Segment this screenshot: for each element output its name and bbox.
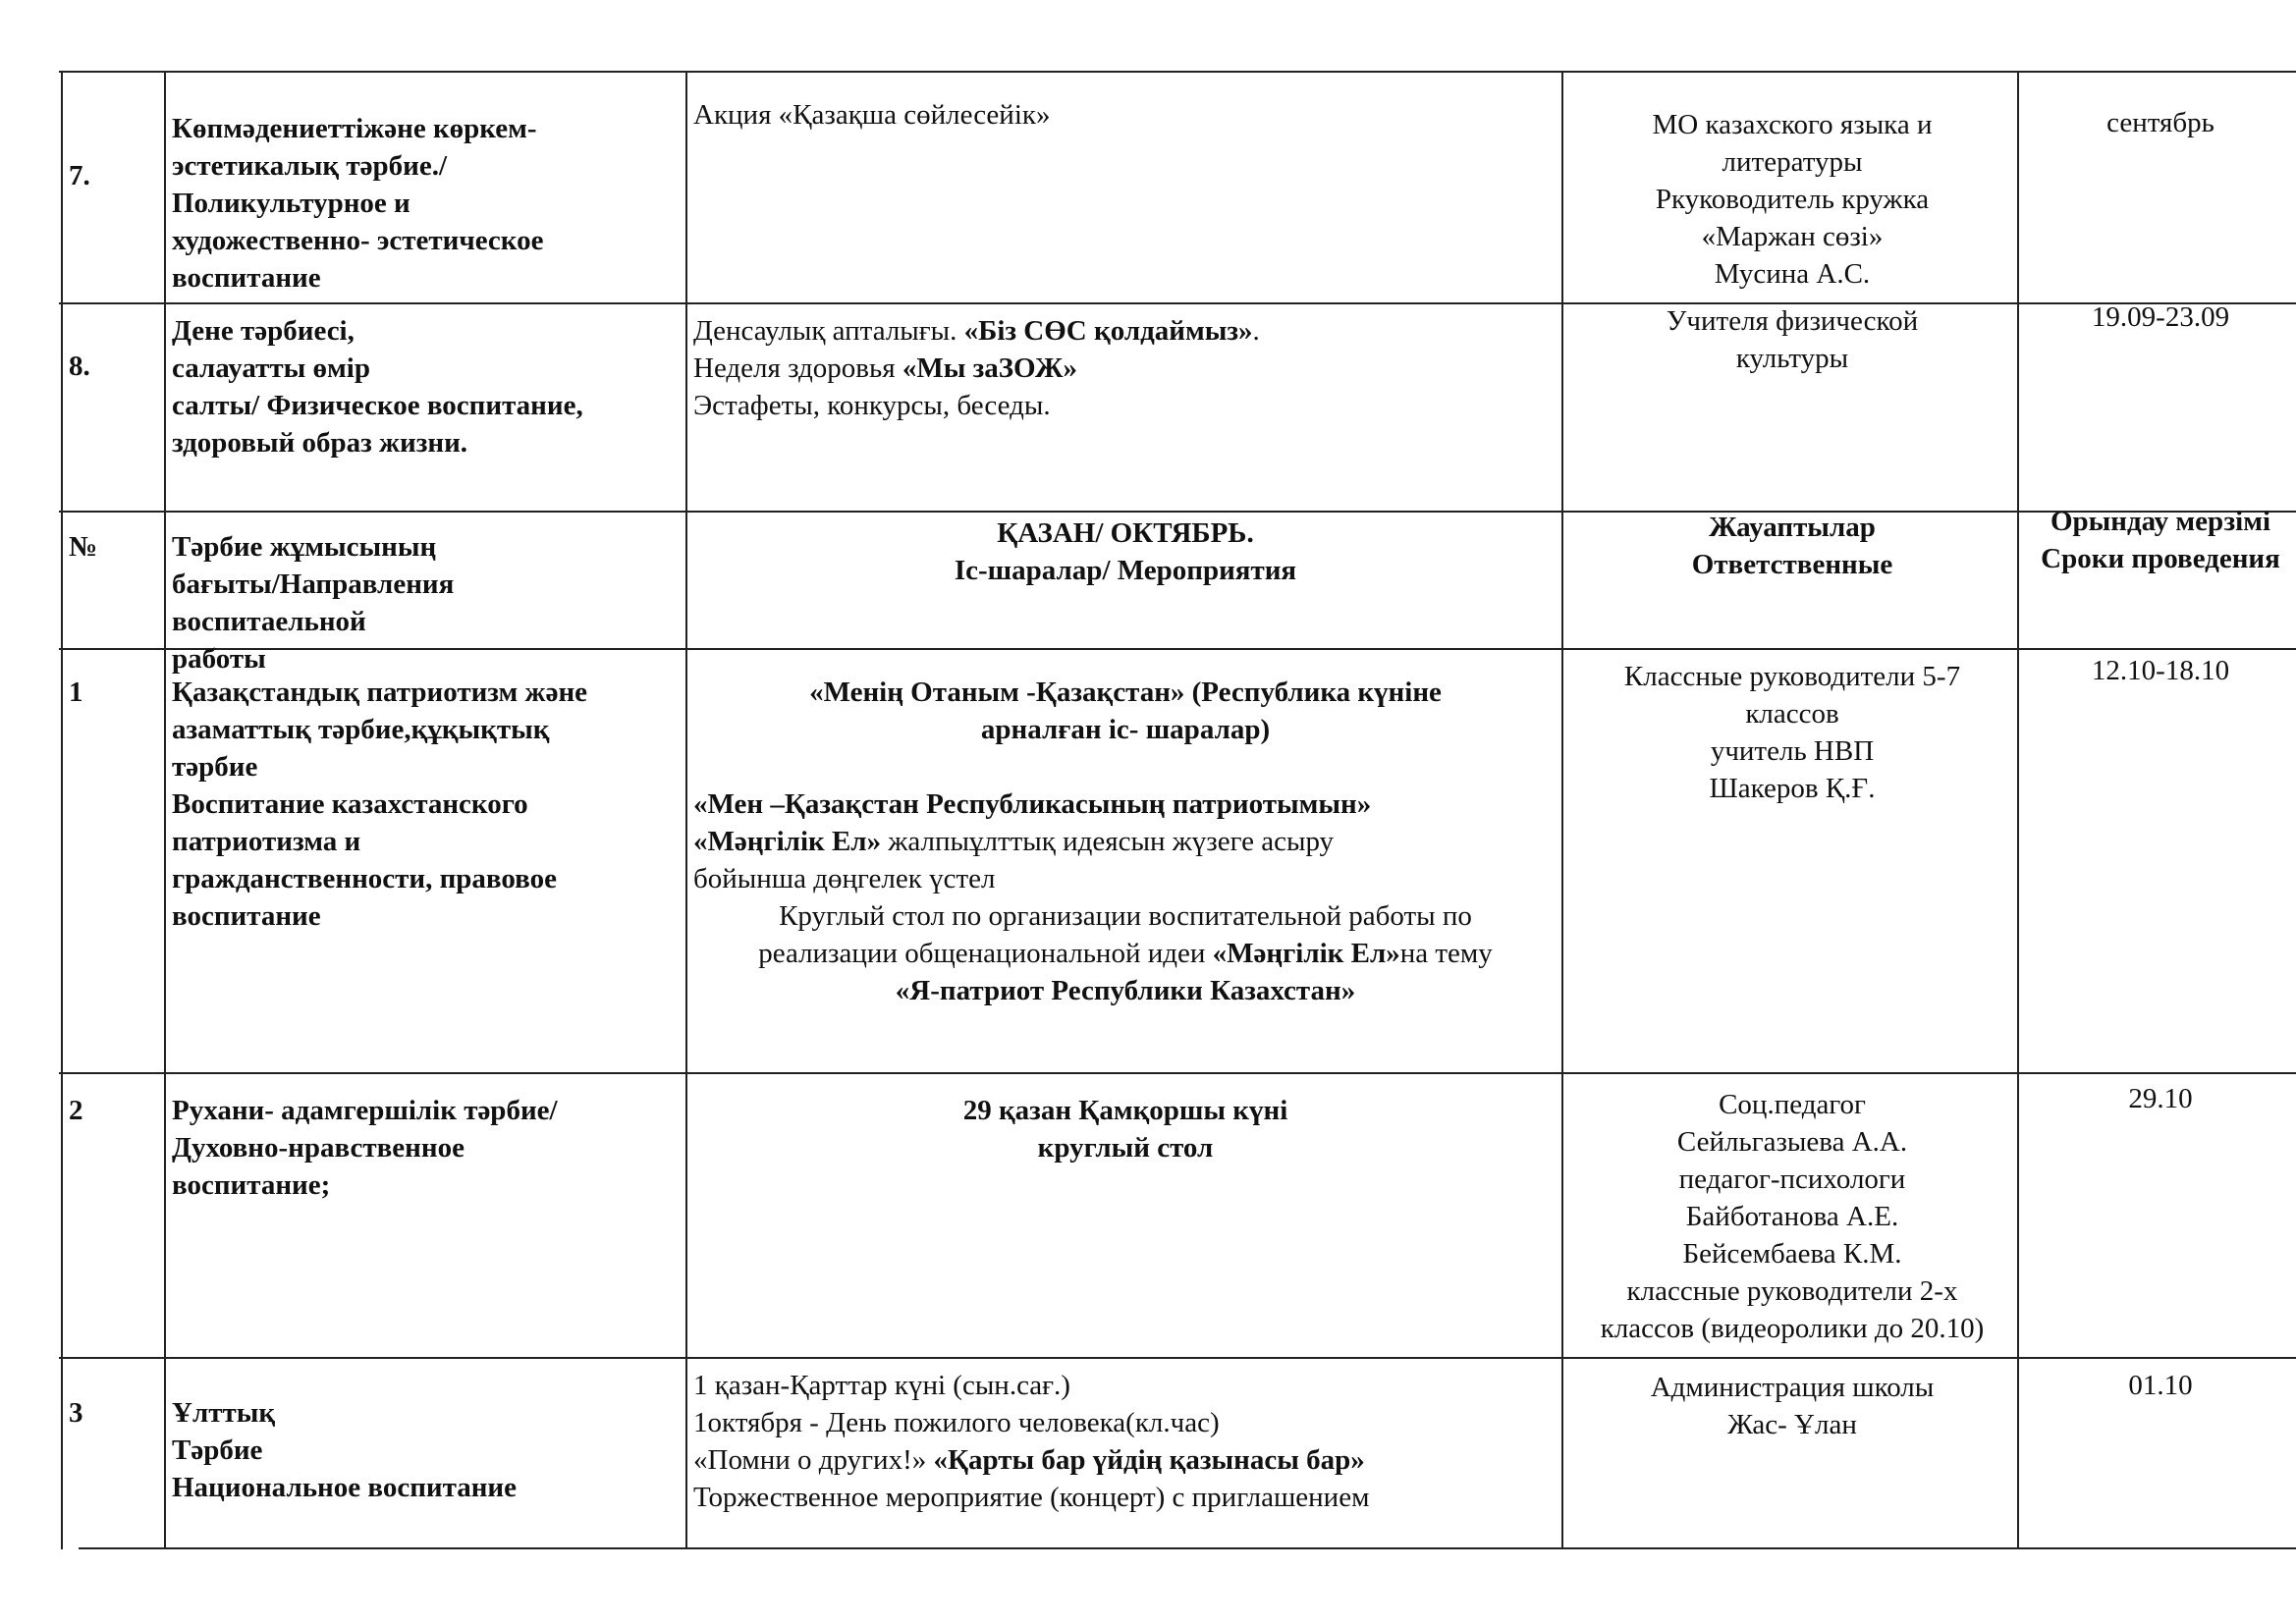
responsible-line: классные руководители 2-х xyxy=(1626,1275,1958,1307)
responsible-line: Сейльгазыева А.А. xyxy=(1676,1126,1908,1158)
direction-line: гражданственности, правовое xyxy=(172,863,558,894)
responsible-cell xyxy=(1569,106,2015,293)
responsible-cell xyxy=(1569,658,2015,807)
direction-line: эстетикалық тәрбие./ xyxy=(172,150,448,182)
responsible-line: литературы xyxy=(1722,146,1863,178)
activity-text: Неделя здоровья xyxy=(693,352,902,384)
row-number: 8. xyxy=(69,351,90,382)
responsible-line: педагог-психологи xyxy=(1678,1164,1906,1195)
activity-title: «Менің Отаным -Қазақстан» (Республика күніне xyxy=(809,677,1442,708)
header-line: работы xyxy=(172,643,266,675)
direction-line: воспитание; xyxy=(172,1169,331,1201)
activity-cell xyxy=(693,96,1558,134)
direction-line: Тәрбие xyxy=(172,1435,263,1466)
activity-cell xyxy=(693,312,1558,424)
row-number: 3 xyxy=(69,1397,83,1429)
responsible-line: классов xyxy=(1745,698,1839,730)
direction-cell xyxy=(172,312,683,461)
header-line: воспитаельной xyxy=(172,606,366,637)
activity-text: 1октября - День пожилого человека(кл.час) xyxy=(693,1407,1220,1438)
direction-line: Воспитание казахстанского xyxy=(172,788,528,820)
header-number: № xyxy=(69,531,98,563)
direction-line: художественно- эстетическое xyxy=(172,225,544,256)
header-line: Іс-шаралар/ Мероприятия xyxy=(954,555,1297,586)
activity-title: круглый стол xyxy=(1037,1132,1214,1164)
activity-text-bold: «Мен –Қазақстан Республикасының патриотымын» xyxy=(693,788,1372,820)
table-border xyxy=(2017,71,2019,1549)
direction-line: воспитание xyxy=(172,900,321,932)
table-border xyxy=(61,71,63,1549)
table-border xyxy=(59,1357,2296,1359)
activity-text: бойынша дөңгелек үстел xyxy=(693,863,996,894)
table-border xyxy=(59,71,2296,73)
direction-line: воспитание xyxy=(172,262,321,294)
row-number: 2 xyxy=(69,1095,83,1126)
responsible-cell xyxy=(1569,1369,2015,1443)
date-cell: 29.10 xyxy=(2128,1083,2193,1114)
row-number: 7. xyxy=(69,160,90,191)
header-direction xyxy=(172,528,683,677)
header-line: Жауаптылар xyxy=(1709,512,1876,543)
table-border xyxy=(79,1547,2296,1549)
responsible-line: Соц.педагог xyxy=(1719,1089,1866,1120)
activity-text: жалпыұлттық идеясын жүзеге асыру xyxy=(881,826,1335,857)
direction-line: Қазақстандық патриотизм және xyxy=(172,677,588,708)
responsible-cell xyxy=(1569,1086,2015,1347)
activity-text: Торжественное мероприятие (концерт) с приглашением xyxy=(693,1482,1370,1513)
direction-line: Рухани- адамгершілік тәрбие/ xyxy=(172,1095,558,1126)
responsible-line: Бейсембаева К.М. xyxy=(1682,1238,1902,1270)
activity-text-bold: «Мәңгілік Ел» xyxy=(693,826,882,857)
header-date xyxy=(2025,503,2296,577)
activity-text: «Помни о других!» xyxy=(693,1444,934,1476)
direction-line: салауатты өмір xyxy=(172,352,370,384)
date-cell: 12.10-18.10 xyxy=(2091,655,2230,686)
activity-text: Эстафеты, конкурсы, беседы. xyxy=(693,390,1051,421)
responsible-line: Жас- Ұлан xyxy=(1727,1409,1857,1440)
direction-line: Духовно-нравственное xyxy=(172,1132,465,1164)
responsible-line: Классные руководители 5-7 xyxy=(1623,661,1961,692)
direction-line: Дене тәрбиесі, xyxy=(172,315,355,347)
activity-text-bold: «Мы заЗОЖ» xyxy=(902,352,1078,384)
header-line: бағыты/Направления xyxy=(172,568,455,600)
direction-cell xyxy=(172,674,683,935)
direction-line: здоровый образ жизни. xyxy=(172,427,468,459)
header-line: Сроки проведения xyxy=(2041,543,2280,574)
direction-line: патриотизма и xyxy=(172,826,361,857)
header-line: Тәрбие жұмысының xyxy=(172,531,437,563)
activity-text: 1 қазан-Қарттар күні (сын.сағ.) xyxy=(693,1370,1070,1401)
direction-cell xyxy=(172,1394,683,1506)
activity-text: на тему xyxy=(1399,938,1493,969)
direction-line: салты/ Физическое воспитание, xyxy=(172,390,583,421)
responsible-line: культуры xyxy=(1735,343,1849,374)
table-border xyxy=(164,71,166,1549)
activity-cell xyxy=(693,1367,1558,1516)
table-border xyxy=(685,71,687,1549)
row-number: 1 xyxy=(69,677,83,708)
activity-text-bold: «Біз СӨС қолдаймыз» xyxy=(963,315,1253,347)
responsible-line: Шакеров Қ.Ғ. xyxy=(1709,773,1876,804)
responsible-line: Администрация школы xyxy=(1650,1372,1935,1403)
header-line: ҚАЗАН/ ОКТЯБРЬ. xyxy=(997,517,1254,549)
responsible-line: Мусина А.С. xyxy=(1714,258,1871,290)
activity-title: 29 қазан Қамқоршы күні xyxy=(962,1095,1288,1126)
responsible-line: учитель НВП xyxy=(1710,735,1875,767)
header-line: Ответственные xyxy=(1691,549,1893,580)
direction-line: Көпмәдениеттіжәне көркем- xyxy=(172,113,537,144)
direction-cell xyxy=(172,1092,683,1204)
activity-text-bold: «Я-патриот Республики Казахстан» xyxy=(895,975,1356,1006)
date-cell: 01.10 xyxy=(2128,1370,2193,1401)
date-cell: сентябрь xyxy=(2106,107,2214,138)
activity-text: Денсаулық апталығы. xyxy=(693,315,964,347)
direction-line: азаматтық тәрбие,құқықтық xyxy=(172,714,550,745)
direction-line: Ұлттық xyxy=(172,1397,276,1429)
direction-line: Поликультурное и xyxy=(172,188,410,219)
date-cell: 19.09-23.09 xyxy=(2091,301,2230,333)
responsible-line: «Маржан сөзі» xyxy=(1701,221,1884,252)
table-border xyxy=(59,1072,2296,1074)
responsible-line: классов (видеоролики до 20.10) xyxy=(1600,1313,1985,1344)
table-border xyxy=(1561,71,1563,1549)
activity-text-bold: «Қарты бар үйдің қазынасы бар» xyxy=(933,1444,1365,1476)
header-responsible xyxy=(1569,509,2015,583)
activity-text: реализации общенациональной идеи xyxy=(758,938,1213,969)
responsible-cell xyxy=(1569,302,2015,377)
activity-text: . xyxy=(1252,315,1260,347)
direction-cell xyxy=(172,110,683,297)
activity-text: Круглый стол по организации воспитательной работы по xyxy=(779,900,1472,932)
header-activity xyxy=(693,514,1558,589)
responsible-line: Учителя физической xyxy=(1666,305,1919,337)
direction-line: Национальное воспитание xyxy=(172,1472,518,1503)
responsible-line: Ркуководитель кружка xyxy=(1655,184,1930,215)
header-line: Орындау мерзімі xyxy=(2050,506,2271,537)
responsible-line: Байботанова А.Е. xyxy=(1685,1201,1899,1232)
responsible-line: МО казахского языка и xyxy=(1652,109,1933,140)
activity-text-bold: «Мәңгілік Ел» xyxy=(1212,938,1400,969)
direction-line: тәрбие xyxy=(172,751,258,783)
activity-cell xyxy=(693,1092,1558,1166)
activity-title: арналған іс- шаралар) xyxy=(980,714,1271,745)
activity-text: Акция «Қазақша сөйлесейік» xyxy=(693,99,1051,131)
activity-cell xyxy=(693,674,1558,1009)
